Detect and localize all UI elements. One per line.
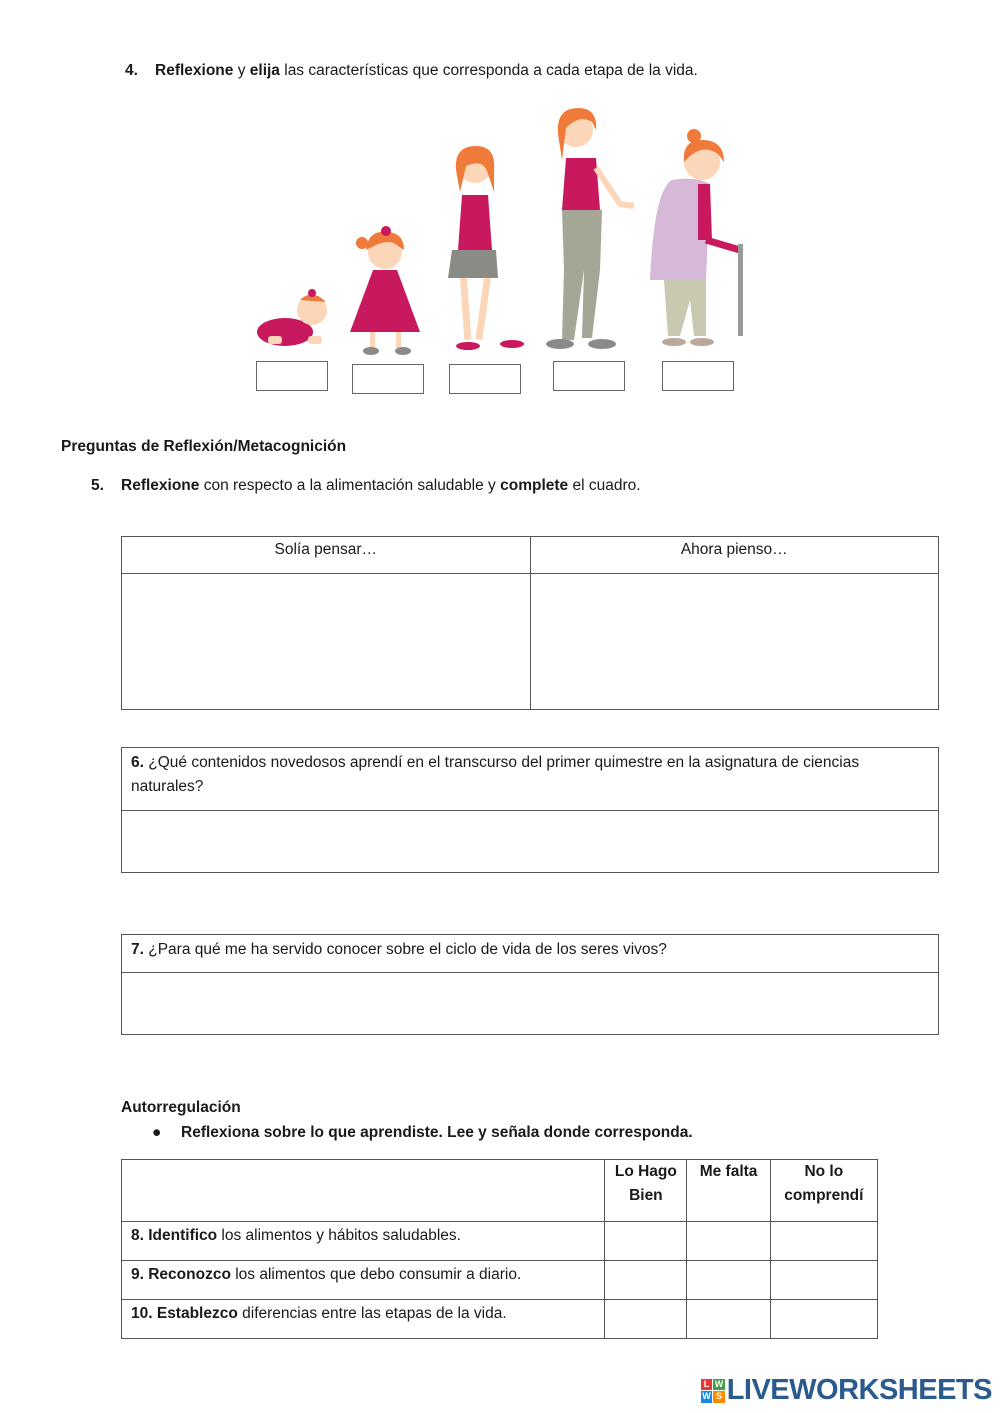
question-number: 6.	[131, 754, 144, 771]
criterion-verb: 9. Reconozco	[131, 1266, 231, 1283]
bold-verb: elija	[249, 62, 280, 79]
question-text: ¿Qué contenidos novedosos aprendí en el transcurso del primer quimestre en la asignatura de ciencias naturales?	[131, 754, 860, 795]
answer-cell-before[interactable]	[122, 574, 531, 710]
instruction-text: Reflexiona sobre lo que aprendiste. Lee y señala donde corresponda.	[181, 1124, 693, 1141]
girl-figure	[350, 226, 420, 355]
column-header-before: Solía pensar…	[122, 537, 531, 574]
answer-box-elder[interactable]	[662, 361, 734, 391]
life-stages-drawing	[240, 100, 760, 400]
logo-mark-letter: L	[701, 1379, 713, 1391]
question-5	[91, 477, 641, 495]
criterion-rest: los alimentos y hábitos saludables.	[217, 1227, 461, 1244]
question-7-box	[121, 934, 939, 1035]
question-number: 7.	[131, 941, 144, 958]
criterion-rest: los alimentos que debo consumir a diario.	[230, 1266, 522, 1283]
answer-box-baby[interactable]	[256, 361, 328, 391]
criterion-text	[122, 1300, 605, 1339]
self-regulation-title: Autorregulación	[121, 1099, 241, 1116]
criterion-rest: diferencias entre las etapas de la vida.	[237, 1305, 507, 1322]
question-number: 4.	[125, 62, 138, 79]
table-row	[122, 1300, 878, 1339]
self-regulation-instruction	[152, 1124, 693, 1142]
bullet-icon: ●	[152, 1124, 162, 1141]
logo-mark-letter: S	[713, 1391, 725, 1403]
answer-box-teen[interactable]	[449, 364, 521, 394]
answer-cell-now[interactable]	[530, 574, 939, 710]
check-cell[interactable]	[605, 1300, 687, 1339]
text-fragment: y	[233, 62, 250, 79]
answer-area-7[interactable]	[122, 973, 938, 1034]
answer-area-6[interactable]	[122, 811, 938, 872]
check-cell[interactable]	[770, 1222, 877, 1261]
question-number: 5.	[91, 477, 104, 494]
criterion-text	[122, 1222, 605, 1261]
text-fragment: el cuadro.	[568, 477, 641, 494]
logo-mark-letter: W	[714, 1378, 724, 1389]
check-cell[interactable]	[605, 1222, 687, 1261]
check-cell[interactable]	[687, 1300, 770, 1339]
table-row	[122, 1261, 878, 1300]
question-text: ¿Para qué me ha servido conocer sobre el ciclo de vida de los seres vivos?	[143, 941, 667, 958]
adult-figure	[546, 108, 634, 349]
logo-mark-letter: W	[702, 1391, 711, 1401]
life-stages-illustration	[240, 100, 760, 400]
answer-box-child[interactable]	[352, 364, 424, 394]
reflection-table	[121, 536, 939, 710]
bold-verb: complete	[500, 477, 569, 494]
answer-box-adult[interactable]	[553, 361, 625, 391]
baby-figure	[257, 289, 327, 346]
text-fragment: las características que corresponda a cada etapa de la vida.	[279, 62, 698, 79]
column-header-missing: Me falta	[687, 1160, 770, 1222]
question-6-box	[121, 747, 939, 873]
empty-header-cell	[122, 1160, 605, 1222]
logo-mark-icon	[701, 1379, 725, 1403]
criterion-text	[122, 1261, 605, 1300]
self-assessment-table	[121, 1159, 878, 1339]
check-cell[interactable]	[770, 1261, 877, 1300]
table-row	[122, 1222, 878, 1261]
criterion-verb: 10. Establezco	[131, 1305, 238, 1322]
bold-verb: Reflexione	[121, 477, 200, 494]
check-cell[interactable]	[605, 1261, 687, 1300]
question-7-text	[122, 935, 938, 973]
check-cell[interactable]	[770, 1300, 877, 1339]
check-cell[interactable]	[687, 1261, 770, 1300]
question-4	[125, 62, 698, 80]
liveworksheets-logo[interactable]	[701, 1374, 992, 1407]
criterion-verb: 8. Identifico	[131, 1227, 218, 1244]
text-fragment: con respecto a la alimentación saludable y	[199, 477, 501, 494]
teen-figure	[448, 146, 524, 350]
column-header-do-well: Lo Hago Bien	[605, 1160, 687, 1222]
bold-verb: Reflexione	[155, 62, 234, 79]
section-title: Preguntas de Reflexión/Metacognición	[61, 438, 347, 455]
check-cell[interactable]	[687, 1222, 770, 1261]
column-header-now: Ahora pienso…	[530, 537, 939, 574]
logo-text: LIVEWORKSHEETS	[726, 1374, 992, 1406]
elder-figure	[650, 129, 743, 346]
question-6-text	[122, 748, 938, 811]
column-header-not-understood: No lo comprendí	[770, 1160, 877, 1222]
